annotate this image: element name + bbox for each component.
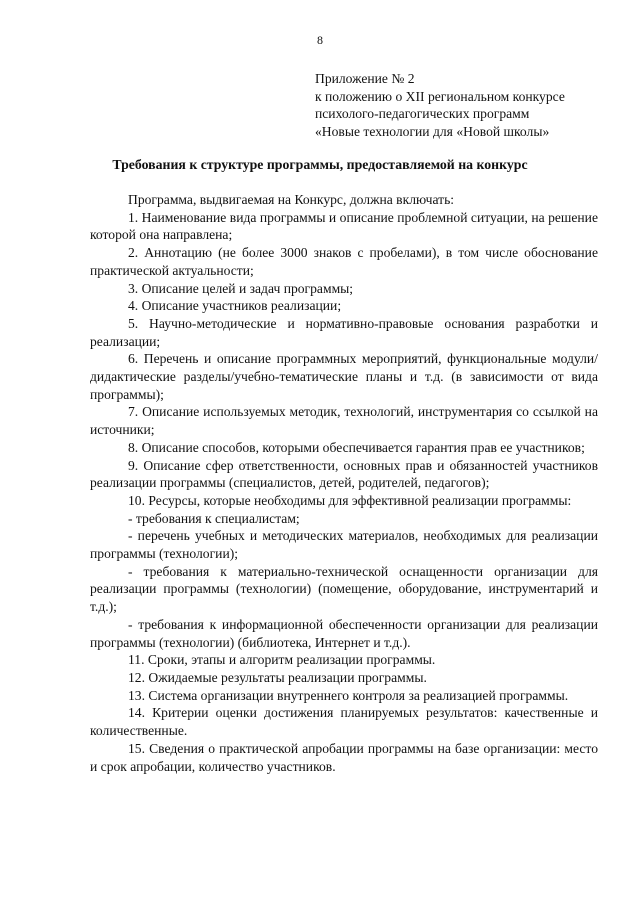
list-item: 15. Сведения о практической апробации программы на базе организации: место и срок апробации, количество участников. [90,740,598,774]
list-item: 7. Описание используемых методик, технологий, инструментария со ссылкой на источники; [90,404,598,438]
list-item: 12. Ожидаемые результаты реализации программы. [128,669,427,685]
appendix-line: к положению о XII региональном конкурсе [315,88,565,104]
list-item: 10. Ресурсы, которые необходимы для эффективной реализации программы: [128,492,572,508]
sub-list-item: - перечень учебных и методических материалов, необходимых для реализации программы (технологии); [90,528,598,562]
appendix-line: Приложение № 2 [315,71,415,86]
document-title: Требования к структуре программы, предоставляемой на конкурс [112,157,528,172]
page-number: 8 [317,33,323,47]
list-item: 14. Критерии оценки достижения планируемых результатов: качественные и количественные. [90,705,598,739]
sub-list-item: - требования к информационной обеспеченности организации для реализации программы (технологии) (библиотека, Интернет и т.д.). [90,616,598,650]
list-item: 2. Аннотацию (не более 3000 знаков с пробелами), в том числе обоснование практической актуальности; [90,245,598,278]
list-item: 3. Описание целей и задач программы; [128,280,354,296]
list-item: 8. Описание способов, которыми обеспечивается гарантия прав ее участников; [128,439,585,455]
list-item: 9. Описание сфер ответственности, основных прав и обязанностей участников реализации программы (специалистов, детей, родителей, педагогов); [90,457,598,491]
list-item: 11. Сроки, этапы и алгоритм реализации программы. [128,652,436,668]
list-item: 5. Научно-методические и нормативно-правовые основания разработки и реализации; [90,315,598,349]
list-item: 4. Описание участников реализации; [128,298,342,314]
appendix-line: «Новые технологии для «Новой школы» [315,123,550,139]
list-item: 1. Наименование вида программы и описание проблемной ситуации, на решение которой она направлена; [90,209,598,243]
list-item: 13. Система организации внутреннего контроля за реализацией программы. [128,687,569,703]
appendix-header [315,70,615,140]
sub-list-item: - требования к материально-технической оснащенности организации для реализации программы (технологии) (помещение, оборудование, инструментарий и т.д.); [90,563,598,615]
list-item: 6. Перечень и описание программных мероприятий, функциональные модули/дидактические разделы/учебно-тематические планы и т.д. (в зависимости от вида программы); [90,351,598,402]
sub-list-item: - требования к специалистам; [128,510,300,526]
intro-paragraph: Программа, выдвигаемая на Конкурс, должна включать: [128,192,455,207]
appendix-line: психолого-педагогических программ [315,106,530,121]
document-body [90,191,598,775]
